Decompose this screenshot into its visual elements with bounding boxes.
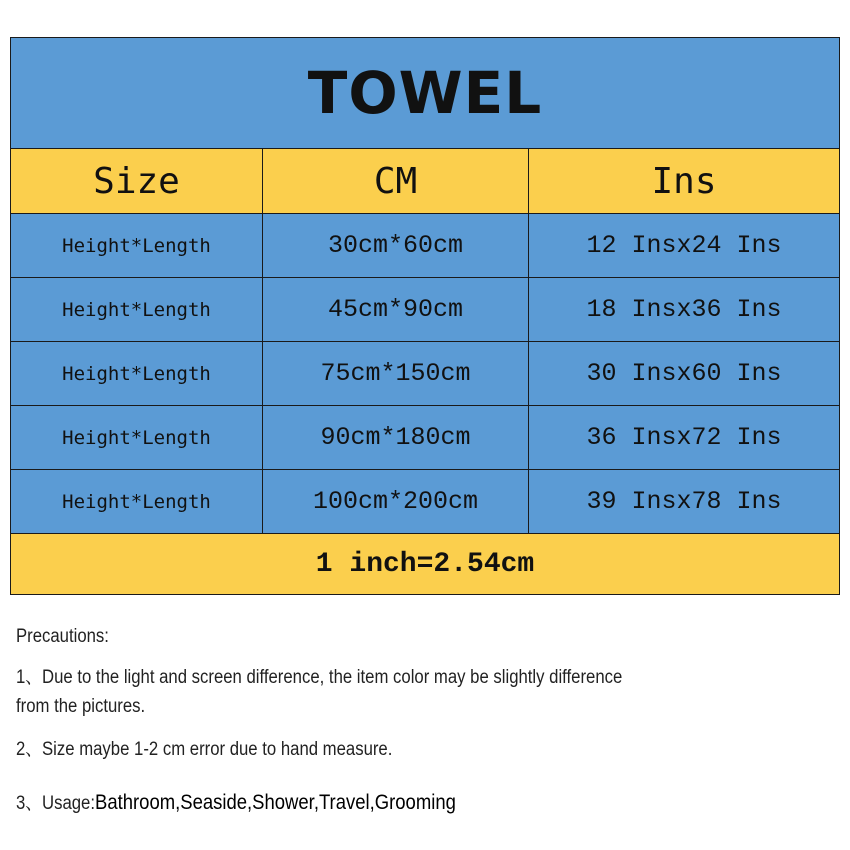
table-title: TOWEL [11, 38, 840, 149]
row-cm: 45cm*90cm [263, 278, 529, 342]
row-label: Height*Length [11, 278, 263, 342]
usage-value: Bathroom,Seaside,Shower,Travel,Grooming [95, 791, 456, 814]
row-cm: 90cm*180cm [263, 406, 529, 470]
row-label: Height*Length [11, 342, 263, 406]
header-cm: CM [263, 149, 529, 214]
table-row [11, 406, 840, 470]
row-ins: 12 Insx24 Ins [529, 214, 840, 278]
row-ins: 18 Insx36 Ins [529, 278, 840, 342]
precaution-item-color-line2: from the pictures. [16, 696, 146, 717]
row-label: Height*Length [11, 470, 263, 534]
precaution-item-color-line1: 1、Due to the light and screen difference, the item color may be slightly difference [16, 667, 623, 688]
table-row [11, 470, 840, 534]
row-label: Height*Length [11, 214, 263, 278]
header-size: Size [11, 149, 263, 214]
table-row [11, 342, 840, 406]
header-row [11, 149, 840, 214]
header-ins: Ins [529, 149, 840, 214]
table-row [11, 214, 840, 278]
row-cm: 30cm*60cm [263, 214, 529, 278]
precautions-title: Precautions: [16, 626, 109, 647]
precaution-item-color [16, 663, 720, 721]
size-chart-table [10, 37, 840, 595]
precautions-section [16, 622, 720, 818]
usage-prefix: 3、Usage: [16, 793, 96, 814]
row-cm: 75cm*150cm [263, 342, 529, 406]
precaution-item-usage [16, 788, 720, 818]
table-row [11, 278, 840, 342]
row-ins: 30 Insx60 Ins [529, 342, 840, 406]
conversion-note: 1 inch=2.54cm [11, 534, 840, 595]
precaution-item-size: 2、Size maybe 1-2 cm error due to hand measure. [16, 739, 393, 760]
row-label: Height*Length [11, 406, 263, 470]
row-cm: 100cm*200cm [263, 470, 529, 534]
row-ins: 39 Insx78 Ins [529, 470, 840, 534]
row-ins: 36 Insx72 Ins [529, 406, 840, 470]
